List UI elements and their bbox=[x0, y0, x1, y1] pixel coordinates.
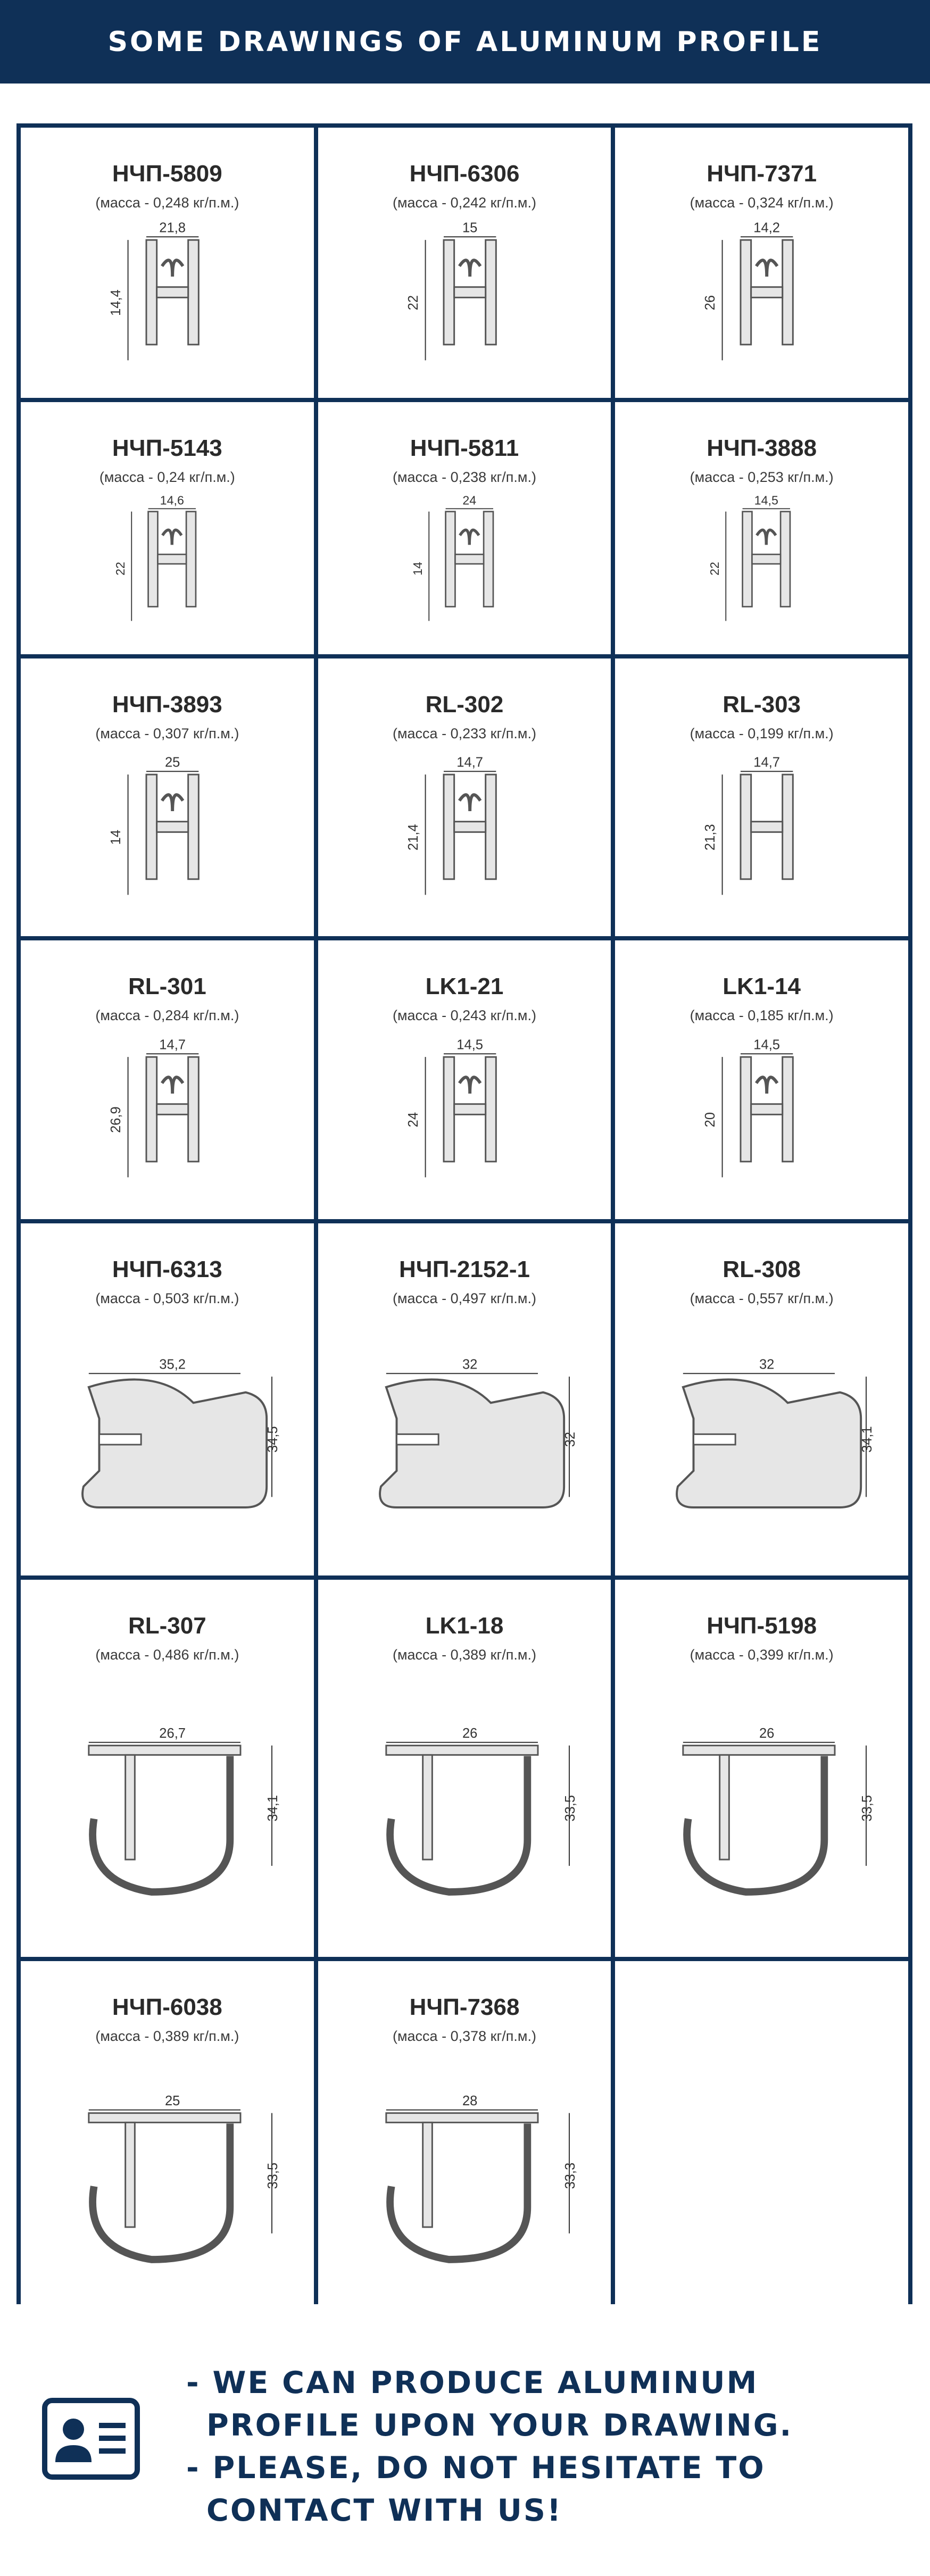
profile-mass: (масса - 0,24 кг/п.м.) bbox=[99, 469, 235, 485]
profile-drawing bbox=[21, 2052, 314, 2311]
width-dimension: 14,7 bbox=[753, 755, 780, 770]
profile-drawing bbox=[615, 749, 908, 936]
profile-shape bbox=[683, 1746, 835, 1892]
profile-mass: (масса - 0,389 кг/п.м.) bbox=[392, 1647, 536, 1663]
profile-card bbox=[318, 940, 611, 1219]
profile-name: RL-307 bbox=[128, 1613, 206, 1639]
profile-name: LK1-18 bbox=[425, 1613, 504, 1639]
profile-mass: (масса - 0,238 кг/п.м.) bbox=[392, 469, 536, 485]
profile-name: НЧП-6038 bbox=[112, 1994, 222, 2020]
profile-drawing bbox=[318, 218, 611, 398]
profile-shape bbox=[146, 1057, 198, 1162]
profile-card bbox=[21, 1961, 314, 2311]
profile-drawing bbox=[615, 1670, 908, 1957]
profile-shape bbox=[445, 512, 493, 607]
profile-name: LK1-21 bbox=[425, 973, 504, 999]
profile-name: НЧП-6313 bbox=[112, 1256, 222, 1282]
profile-drawing bbox=[318, 493, 611, 654]
height-dimension: 26,9 bbox=[108, 1106, 123, 1133]
profile-mass: (масса - 0,233 кг/п.м.) bbox=[392, 726, 536, 741]
profile-card bbox=[615, 940, 908, 1219]
height-dimension: 33,3 bbox=[562, 2162, 578, 2189]
profile-mass: (масса - 0,248 кг/п.м.) bbox=[95, 195, 239, 211]
profile-name: RL-308 bbox=[723, 1256, 801, 1282]
height-dimension: 24 bbox=[405, 1112, 421, 1128]
profile-drawing bbox=[318, 749, 611, 936]
profile-shape bbox=[146, 240, 198, 345]
profile-card bbox=[615, 1580, 908, 1957]
width-dimension: 21,8 bbox=[159, 220, 186, 236]
width-dimension: 32 bbox=[462, 1357, 478, 1372]
width-dimension: 28 bbox=[462, 2093, 478, 2108]
profile-mass: (масса - 0,503 кг/п.м.) bbox=[95, 1290, 239, 1306]
height-dimension: 34,1 bbox=[265, 1795, 280, 1822]
profile-drawing bbox=[615, 1314, 908, 1575]
profile-shape bbox=[89, 2113, 240, 2260]
note-custom-drawing: - WE CAN PRODUCE ALUMINUM PROFILE UPON YOUR DRAWING. bbox=[186, 2365, 793, 2443]
profile-mass: (масса - 0,253 кг/п.м.) bbox=[690, 469, 834, 485]
empty-cell bbox=[615, 1961, 908, 2311]
profile-name: НЧП-3893 bbox=[112, 691, 222, 718]
profile-shape bbox=[741, 1057, 793, 1162]
profile-drawing bbox=[615, 493, 908, 654]
profile-grid bbox=[16, 123, 912, 2304]
profile-drawing bbox=[615, 218, 908, 398]
profile-shape bbox=[146, 774, 198, 879]
profile-name: НЧП-7368 bbox=[409, 1994, 520, 2020]
profile-drawing bbox=[21, 1031, 314, 1219]
profile-shape bbox=[444, 774, 496, 879]
width-dimension: 14,6 bbox=[160, 493, 184, 507]
profile-drawing bbox=[21, 1670, 314, 1957]
height-dimension: 14,4 bbox=[108, 289, 123, 316]
width-dimension: 15 bbox=[462, 220, 478, 236]
height-dimension: 33,5 bbox=[562, 1795, 578, 1822]
profile-mass: (масса - 0,497 кг/п.м.) bbox=[392, 1290, 536, 1306]
profile-card bbox=[615, 128, 908, 398]
profile-card bbox=[615, 402, 908, 654]
height-dimension: 26 bbox=[703, 295, 718, 311]
profile-drawing bbox=[21, 493, 314, 654]
profile-shape bbox=[743, 512, 790, 607]
height-dimension: 22 bbox=[708, 562, 722, 576]
height-dimension: 34,1 bbox=[860, 1426, 875, 1453]
height-dimension: 14 bbox=[108, 829, 123, 845]
profile-mass: (масса - 0,389 кг/п.м.) bbox=[95, 2028, 239, 2044]
height-dimension: 33,5 bbox=[860, 1795, 875, 1822]
profile-mass: (масса - 0,324 кг/п.м.) bbox=[690, 195, 834, 211]
profile-name: НЧП-5143 bbox=[112, 435, 222, 461]
profile-name: НЧП-2152-1 bbox=[399, 1256, 530, 1282]
profile-shape bbox=[82, 1380, 267, 1507]
width-dimension: 24 bbox=[462, 493, 476, 507]
profile-name: НЧП-5809 bbox=[112, 161, 222, 187]
profile-drawing bbox=[615, 1031, 908, 1219]
width-dimension: 14,5 bbox=[753, 1037, 780, 1053]
profile-card bbox=[318, 1223, 611, 1575]
contact-card-icon bbox=[40, 2396, 142, 2481]
profile-name: НЧП-5198 bbox=[707, 1613, 817, 1639]
profile-shape bbox=[148, 512, 196, 607]
width-dimension: 26 bbox=[759, 1725, 775, 1741]
width-dimension: 26,7 bbox=[159, 1725, 186, 1741]
profile-mass: (масса - 0,284 кг/п.м.) bbox=[95, 1007, 239, 1023]
profile-drawing bbox=[318, 1314, 611, 1575]
profile-card bbox=[318, 128, 611, 398]
profile-name: НЧП-5811 bbox=[410, 435, 519, 461]
profile-shape bbox=[380, 1380, 564, 1507]
profile-shape bbox=[386, 2113, 537, 2260]
width-dimension: 14,7 bbox=[159, 1037, 186, 1053]
profile-name: НЧП-7371 bbox=[707, 161, 817, 187]
profile-mass: (масса - 0,399 кг/п.м.) bbox=[690, 1647, 834, 1663]
profile-drawing bbox=[21, 749, 314, 936]
profile-name: RL-301 bbox=[128, 973, 206, 999]
contact-footer bbox=[0, 2330, 930, 2576]
profile-shape bbox=[741, 240, 793, 345]
profile-card bbox=[21, 402, 314, 654]
profile-mass: (масса - 0,486 кг/п.м.) bbox=[95, 1647, 239, 1663]
profile-shape bbox=[386, 1746, 537, 1892]
profile-shape bbox=[444, 240, 496, 345]
height-dimension: 22 bbox=[113, 562, 127, 576]
height-dimension: 32 bbox=[562, 1431, 578, 1447]
profile-card bbox=[21, 658, 314, 936]
height-dimension: 14 bbox=[410, 562, 425, 576]
profile-drawing bbox=[318, 2052, 611, 2311]
profile-card bbox=[21, 128, 314, 398]
width-dimension: 14,2 bbox=[753, 220, 780, 236]
profile-card bbox=[615, 1223, 908, 1575]
profile-name: НЧП-6306 bbox=[409, 161, 520, 187]
width-dimension: 32 bbox=[759, 1357, 775, 1372]
page-title: SOME DRAWINGS OF ALUMINUM PROFILE bbox=[107, 26, 823, 58]
note-contact-us: - PLEASE, DO NOT HESITATE TO CONTACT WITH US! bbox=[186, 2450, 766, 2528]
profile-mass: (масса - 0,378 кг/п.м.) bbox=[392, 2028, 536, 2044]
profile-name: LK1-14 bbox=[723, 973, 801, 999]
profile-mass: (масса - 0,557 кг/п.м.) bbox=[690, 1290, 834, 1306]
profile-mass: (масса - 0,199 кг/п.м.) bbox=[690, 726, 834, 741]
profile-mass: (масса - 0,243 кг/п.м.) bbox=[392, 1007, 536, 1023]
page-banner bbox=[0, 0, 930, 84]
profile-card bbox=[318, 1961, 611, 2311]
width-dimension: 14,5 bbox=[456, 1037, 483, 1053]
height-dimension: 33,5 bbox=[265, 2162, 280, 2189]
width-dimension: 25 bbox=[164, 2093, 180, 2108]
profile-shape bbox=[89, 1746, 240, 1892]
profile-card bbox=[21, 1223, 314, 1575]
profile-card bbox=[615, 658, 908, 936]
profile-name: НЧП-3888 bbox=[707, 435, 817, 461]
profile-name: RL-303 bbox=[723, 691, 801, 718]
profile-shape bbox=[677, 1380, 861, 1507]
profile-shape bbox=[741, 774, 793, 879]
profile-card bbox=[318, 402, 611, 654]
width-dimension: 26 bbox=[462, 1725, 478, 1741]
contact-notes bbox=[186, 2362, 910, 2532]
profile-card bbox=[318, 658, 611, 936]
profile-name: RL-302 bbox=[425, 691, 504, 718]
width-dimension: 14,7 bbox=[456, 755, 483, 770]
height-dimension: 21,4 bbox=[405, 824, 421, 851]
height-dimension: 20 bbox=[703, 1112, 718, 1128]
width-dimension: 25 bbox=[164, 755, 180, 770]
profile-drawing bbox=[21, 1314, 314, 1575]
profile-drawing bbox=[318, 1670, 611, 1957]
profile-shape bbox=[444, 1057, 496, 1162]
profile-card bbox=[318, 1580, 611, 1957]
height-dimension: 21,3 bbox=[703, 824, 718, 851]
profile-mass: (масса - 0,242 кг/п.м.) bbox=[392, 195, 536, 211]
profile-drawing bbox=[21, 218, 314, 398]
profile-mass: (масса - 0,307 кг/п.м.) bbox=[95, 726, 239, 741]
profile-mass: (масса - 0,185 кг/п.м.) bbox=[690, 1007, 834, 1023]
width-dimension: 35,2 bbox=[159, 1357, 186, 1372]
height-dimension: 34,5 bbox=[265, 1426, 280, 1453]
profile-drawing bbox=[318, 1031, 611, 1219]
profile-card bbox=[21, 940, 314, 1219]
profile-card bbox=[21, 1580, 314, 1957]
width-dimension: 14,5 bbox=[754, 493, 779, 507]
height-dimension: 22 bbox=[405, 295, 421, 311]
